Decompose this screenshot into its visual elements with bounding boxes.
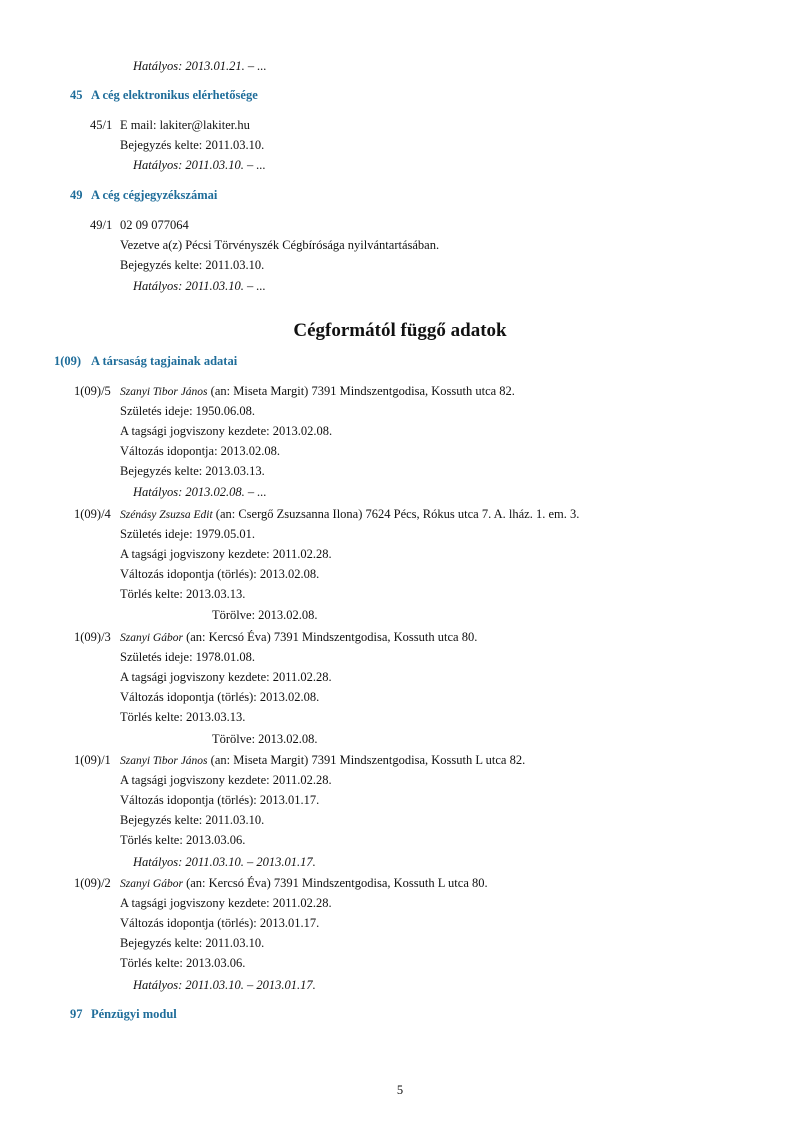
item-id: 49/1 <box>90 218 113 232</box>
member-name: Szanyi Gábor <box>120 632 183 644</box>
item-id: 1(09)/1 <box>74 753 111 767</box>
registration-date: Bejegyzés kelte: 2011.03.10. <box>120 813 265 827</box>
section-title: A cég cégjegyzékszámai <box>91 188 218 202</box>
page-number: 5 <box>396 1083 404 1097</box>
section-number: 49 <box>70 188 83 202</box>
member-details: (an: Csergő Zsuzsanna Ilona) 7624 Pécs, Rókus utca 7. A. lház. 1. em. 3. <box>212 507 580 521</box>
membership-start: A tagsági jogviszony kezdete: 2011.02.28. <box>120 670 332 684</box>
registration-date: Bejegyzés kelte: 2011.03.10. <box>120 258 265 272</box>
deleted-date: Törölve: 2013.02.08. <box>212 608 318 622</box>
section-title: Pénzügyi modul <box>91 1007 177 1021</box>
deleted-date: Törölve: 2013.02.08. <box>212 732 318 746</box>
membership-start: A tagsági jogviszony kezdete: 2013.02.08. <box>120 424 333 438</box>
member-line <box>120 508 579 522</box>
page-title: Cégformától függő adatok <box>293 320 507 341</box>
item-value: 02 09 077064 <box>120 218 189 232</box>
change-date: Változás idopontja (törlés): 2013.01.17. <box>120 793 320 807</box>
item-id: 1(09)/5 <box>74 384 111 398</box>
registration-date: Bejegyzés kelte: 2011.03.10. <box>120 138 265 152</box>
section-title: A cég elektronikus elérhetősége <box>91 88 258 102</box>
section-title: A társaság tagjainak adatai <box>91 354 238 368</box>
item-id: 1(09)/4 <box>74 507 111 521</box>
effective-date: Hatályos: 2011.03.10. – 2013.01.17. <box>133 855 316 869</box>
member-name: Szanyi Tibor János <box>120 755 208 767</box>
membership-start: A tagsági jogviszony kezdete: 2011.02.28. <box>120 547 332 561</box>
effective-date: Hatályos: 2011.03.10. – ... <box>133 158 266 172</box>
item-value: E mail: lakiter@lakiter.hu <box>120 118 250 132</box>
member-details: (an: Kercsó Éva) 7391 Mindszentgodisa, Kossuth L utca 80. <box>182 876 488 890</box>
deletion-date: Törlés kelte: 2013.03.13. <box>120 710 246 724</box>
member-line <box>120 385 515 399</box>
member-line <box>120 631 477 645</box>
member-details: (an: Miseta Margit) 7391 Mindszentgodisa, Kossuth L utca 82. <box>207 753 526 767</box>
member-name: Szanyi Gábor <box>120 878 183 890</box>
effective-date: Hatályos: 2013.02.08. – ... <box>133 485 267 499</box>
item-id: 1(09)/3 <box>74 630 111 644</box>
member-name: Szénásy Zsuzsa Edit <box>120 509 213 521</box>
member-name: Szanyi Tibor János <box>120 386 208 398</box>
member-line <box>120 877 488 891</box>
deletion-date: Törlés kelte: 2013.03.06. <box>120 833 246 847</box>
deletion-date: Törlés kelte: 2013.03.13. <box>120 587 246 601</box>
registration-date: Bejegyzés kelte: 2011.03.10. <box>120 936 265 950</box>
change-date: Változás idopontja (törlés): 2013.02.08. <box>120 690 320 704</box>
section-number: 45 <box>70 88 83 102</box>
birth-date: Születés ideje: 1979.05.01. <box>120 527 256 541</box>
effective-date: Hatályos: 2011.03.10. – ... <box>133 279 266 293</box>
item-id: 1(09)/2 <box>74 876 111 890</box>
member-details: (an: Miseta Margit) 7391 Mindszentgodisa, Kossuth utca 82. <box>207 384 515 398</box>
registration-date: Bejegyzés kelte: 2013.03.13. <box>120 464 265 478</box>
deletion-date: Törlés kelte: 2013.03.06. <box>120 956 246 970</box>
change-date: Változás idopontja: 2013.02.08. <box>120 444 281 458</box>
membership-start: A tagsági jogviszony kezdete: 2011.02.28. <box>120 773 332 787</box>
effective-date: Hatályos: 2013.01.21. – ... <box>133 59 267 73</box>
section-number: 97 <box>70 1007 83 1021</box>
item-note: Vezetve a(z) Pécsi Törvényszék Cégbírósága nyilvántartásában. <box>120 238 440 252</box>
member-details: (an: Kercsó Éva) 7391 Mindszentgodisa, Kossuth utca 80. <box>182 630 478 644</box>
effective-date: Hatályos: 2011.03.10. – 2013.01.17. <box>133 978 316 992</box>
item-id: 45/1 <box>90 118 113 132</box>
section-number: 1(09) <box>54 354 82 368</box>
member-line <box>120 754 525 768</box>
change-date: Változás idopontja (törlés): 2013.01.17. <box>120 916 320 930</box>
change-date: Változás idopontja (törlés): 2013.02.08. <box>120 567 320 581</box>
birth-date: Születés ideje: 1978.01.08. <box>120 650 256 664</box>
birth-date: Születés ideje: 1950.06.08. <box>120 404 256 418</box>
membership-start: A tagsági jogviszony kezdete: 2011.02.28. <box>120 896 332 910</box>
